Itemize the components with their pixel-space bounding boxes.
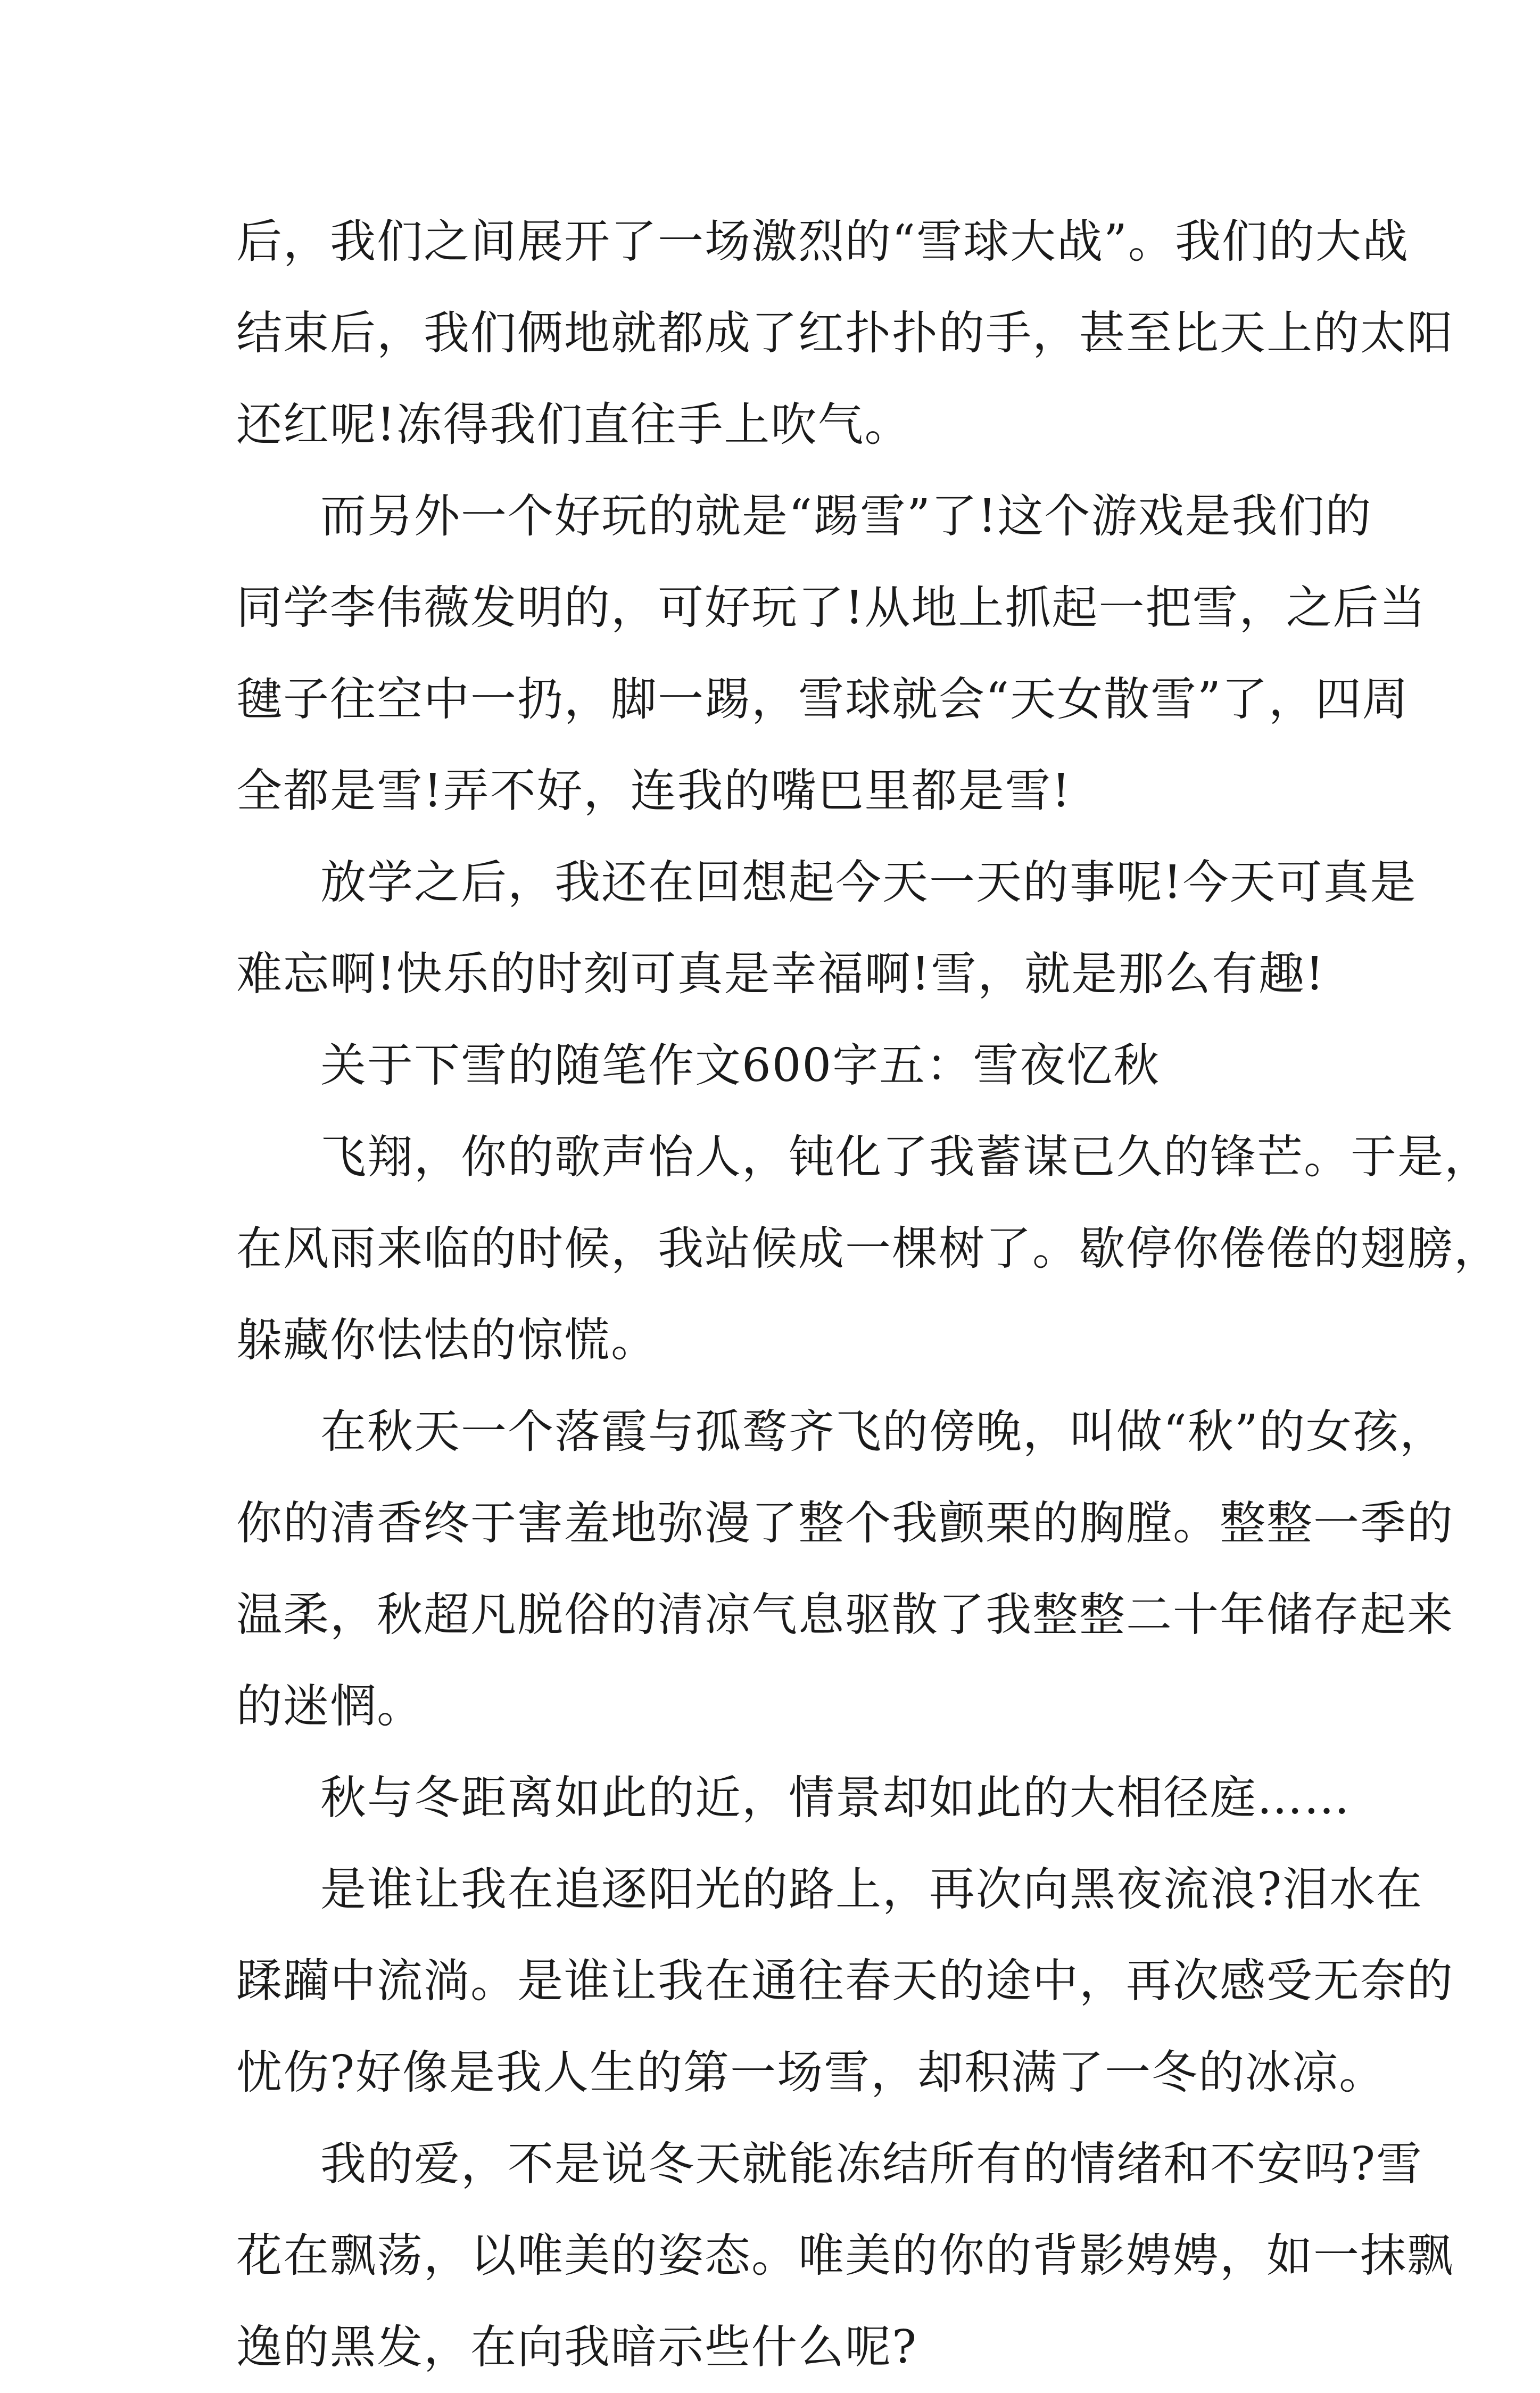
essay-body — [236, 196, 1501, 2393]
text-line: 忧伤?好像是我人生的第一场雪，却积满了一冬的冰凉。 — [236, 2046, 1386, 2099]
paragraph-first-line: 在秋天一个落霞与孤鹜齐飞的傍晚，叫做“秋”的女孩， — [320, 1405, 1446, 1458]
paragraph-first-line: 飞翔，你的歌声怡人，钝化了我蓄谋已久的锋芒。于是， — [320, 1131, 1491, 1184]
paragraph-first-line: 是谁让我在追逐阳光的路上，再次向黑夜流浪?泪水在 — [320, 1863, 1423, 1916]
text-line: 花在飘荡，以唯美的姿态。唯美的你的背影娉娉，如一抹飘 — [236, 2229, 1454, 2282]
paragraph-first-line: 放学之后，我还在回想起今天一天的事呢!今天可真是 — [320, 856, 1417, 909]
text-line: 同学李伟薇发明的，可好玩了!从地上抓起一把雪，之后当 — [236, 581, 1427, 634]
text-line: 的迷惘。 — [236, 1680, 424, 1733]
text-line: 难忘啊!快乐的时刻可真是幸福啊!雪，就是那么有趣! — [236, 947, 1325, 1001]
text-line: 还红呢!冻得我们直往手上吹气。 — [236, 398, 912, 451]
text-line: 结束后，我们俩地就都成了红扑扑的手，甚至比天上的太阳 — [236, 307, 1454, 360]
text-line: 你的清香终于害羞地弥漫了整个我颤栗的胸膛。整整一季的 — [236, 1497, 1454, 1550]
text-line: 温柔，秋超凡脱俗的清凉气息驱散了我整整二十年储存起来 — [236, 1588, 1454, 1641]
text-line: 逸的黑发，在向我暗示些什么呢? — [236, 2321, 918, 2374]
text-line: 毽子往空中一扔，脚一踢，雪球就会“天女散雪”了，四周 — [236, 673, 1409, 726]
paragraph-first-line: 我的爱，不是说冬天就能冻结所有的情绪和不安吗?雪 — [320, 2138, 1423, 2191]
text-line: 全都是雪!弄不好，连我的嘴巴里都是雪! — [236, 764, 1072, 818]
paragraph-first-line: 秋与冬距离如此的近，情景却如此的大相径庭…… — [320, 1771, 1351, 1825]
section-heading: 关于下雪的随笔作文600字五：雪夜忆秋 — [320, 1039, 1161, 1092]
text-line: 在风雨来临的时候，我站候成一棵树了。歇停你倦倦的翅膀， — [236, 1222, 1501, 1275]
text-line: 后，我们之间展开了一场激烈的“雪球大战”。我们的大战 — [236, 215, 1409, 268]
text-line: 躲藏你怯怯的惊慌。 — [236, 1314, 658, 1367]
text-line: 蹂躏中流淌。是谁让我在通往春天的途中，再次感受无奈的 — [236, 1954, 1454, 2008]
paragraph-first-line: 而另外一个好玩的就是“踢雪”了!这个游戏是我们的 — [320, 490, 1372, 543]
